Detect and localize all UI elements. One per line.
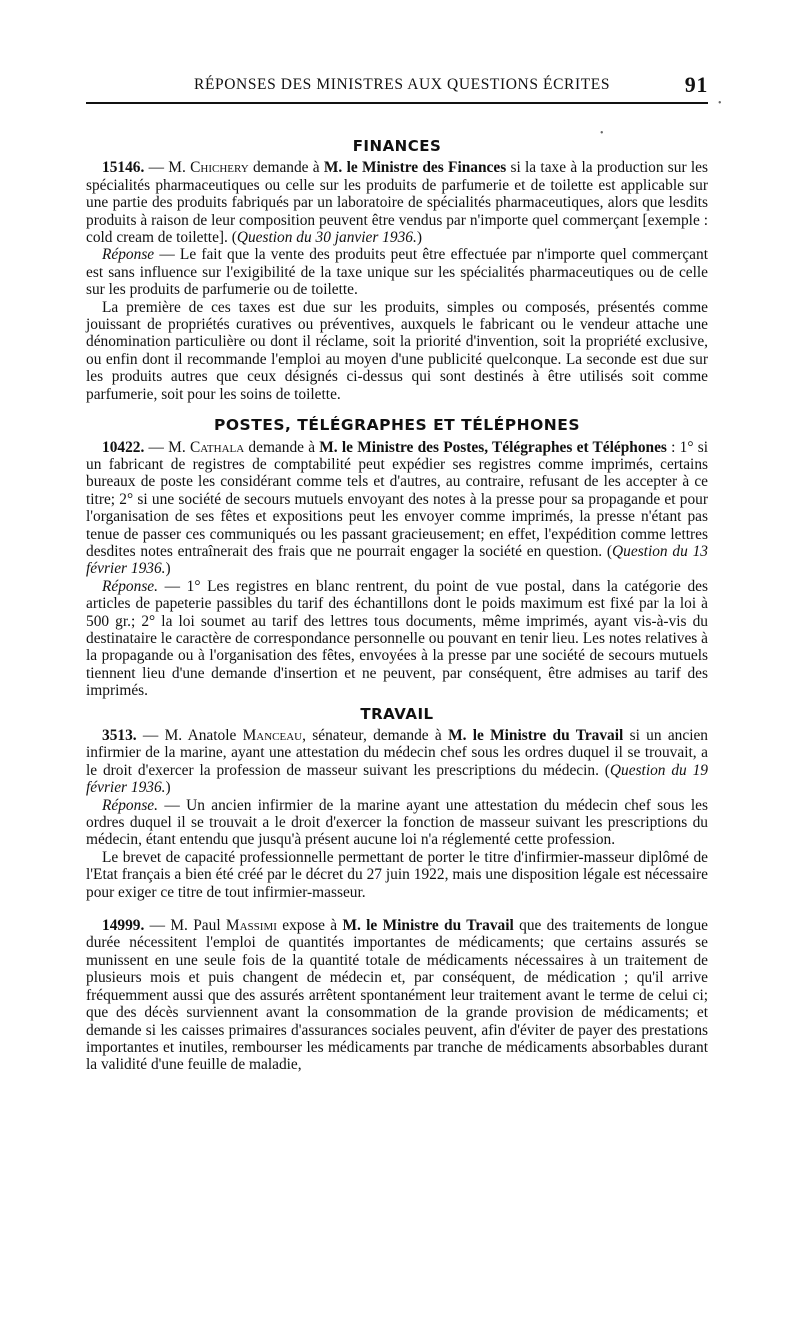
question-close: ) <box>165 779 171 797</box>
running-header <box>86 72 708 98</box>
answer-label: Réponse. <box>102 796 158 814</box>
question-intro: — M. <box>144 438 190 456</box>
question-3513 <box>86 727 708 797</box>
question-number: 3513. <box>102 727 137 744</box>
question-text: que des traitements de longue durée nécessitent l'emploi de quantités importantes de médicaments; que certains assurés se munissent en une seule fois de la quantité totale de médicaments nécessaires à un traitement de plusieurs mois et puis changent de médecin et, par conséquent, de médication ; qu'il arrive fréquemment aussi que des assurés arrêtent spontanément leur traitement avant le terme de celui ci; que des décès surviennent avant la consommation de la grande provision de médicaments; et demande si les caisses primaires d'assurances sociales peuvent, afin d'éviter de payer des prestations importantes et inutiles, rembourser les médicaments par tranche de médicaments absorbables durant la validité d'une feuille de maladie, <box>86 917 708 1074</box>
page-body <box>86 138 708 1074</box>
answer-3513-paragraph-2: Le brevet de capacité professionnelle permettant de porter le titre d'infirmier-masseur diplômé de l'Etat français a bien été créé par le décret du 27 juin 1922, mais une disposition légale est nécessaire pour exiger ce titre de tout infirmier-masseur. <box>86 848 708 901</box>
question-number: 10422. <box>102 438 145 456</box>
question-intro: — M. <box>144 159 191 177</box>
question-close: ) <box>165 560 171 578</box>
minister-name: M. le Ministre du Travail <box>342 917 514 935</box>
question-verb: , sénateur, demande à <box>302 727 449 744</box>
question-verb: demande à <box>244 438 320 456</box>
answer-text: — Un ancien infirmier de la marine ayant une attestation du médecin chef sous les ordres duquel il se trouvait a le droit d'exercer la fonction de masseur suivant les prescriptions du médecin, étant entendu que jusqu'à présent aucune loi n'a réglementé cette profession. <box>86 796 708 849</box>
header-rule <box>86 102 708 104</box>
deputy-name: Cathala <box>189 438 245 456</box>
deputy-name: Massimi <box>225 917 277 935</box>
question-intro: — M. Paul <box>144 917 226 935</box>
deputy-name: Chichery <box>190 159 249 177</box>
question-close: ) <box>416 229 422 247</box>
margin-speck: • <box>718 98 722 109</box>
question-verb: expose à <box>276 917 343 935</box>
question-number: 15146. <box>102 159 145 177</box>
answer-label: Réponse. <box>102 577 158 595</box>
page-number: 91 <box>684 72 708 97</box>
answer-15146 <box>86 246 708 298</box>
answer-3513 <box>86 797 708 849</box>
paragraph-gap <box>86 901 708 917</box>
section-heading-postes: POSTES, TÉLÉGRAPHES ET TÉLÉPHONES <box>214 416 580 435</box>
minister-name: M. le Ministre des Finances <box>323 159 507 177</box>
question-date: Question du 13 février 1936. <box>86 542 708 578</box>
answer-text: — 1° Les registres en blanc rentrent, du point de vue postal, dans la catégorie des articles de papeterie passibles du tarif des échantillons dont le poids maximum est fixé par la loi à 500 gr.; 2° la loi soumet au tarif des lettres tous documents, même imprimés, ayant vis-à-vis du destinataire le caractère de correspondance personnelle ou pouvant en tenir lieu. Les notes relatives à la propagande ou à l'organisation des fêtes, envoyées à la presse par une société de secours mutuels tiennent lieu d'une demande d'insertion et ne peuvent, par conséquent, être admises au tarif des imprimés. <box>86 577 708 700</box>
question-intro: — M. Anatole <box>136 727 243 744</box>
question-date: Question du 19 février 1936. <box>86 761 708 797</box>
running-title: RÉPONSES DES MINISTRES AUX QUESTIONS ÉCRITES <box>194 76 611 93</box>
section-heading-travail: TRAVAIL <box>360 704 434 723</box>
question-number: 14999. <box>102 917 145 935</box>
question-15146 <box>86 159 708 246</box>
question-10422 <box>86 439 708 578</box>
question-text: si un ancien infirmier de la marine, ayant une attestation du médecin chef sous les ordres duquel il se trouvait, a le droit d'exercer la profession de masseur suivant les prescriptions du médecin. ( <box>86 727 708 779</box>
margin-speck-2: • <box>600 128 604 139</box>
question-text: si la taxe à la production sur les spécialités pharmaceutiques ou celle sur les produits de parfumerie et de toilette est applicable sur une partie des produits fabriqués par un laboratoire de spécialités pharmaceutiques, alors que lesdits produits à raison de leur composition peuvent être vendus par n'importe quel commerçant [exemple : cold cream de toilette]. ( <box>86 159 708 247</box>
section-heading-finances: FINANCES <box>352 137 442 155</box>
question-text: : 1° si un fabricant de registres de comptabilité peut expédier ses registres comme imprimés, certains bureaux de poste les considérant comme tels et d'autres, au contraire, refusant de les accepter à ce titre; 2° si une société de secours mutuels envoyant des notes à la presse pour sa propagande et pour l'organisation de ses fêtes et expositions peut les envoyer comme imprimés, la presse n'étant pas tenue de passer ces communiqués ou les passant gracieusement; en effet, l'expédition comme lettres desdites notes entraînerait des frais que ne pourrait engager la société en question. ( <box>86 438 708 560</box>
minister-name: M. le Ministre des Postes, Télégraphes et Téléphones <box>319 438 667 456</box>
minister-name: M. le Ministre du Travail <box>448 727 624 744</box>
question-verb: demande à <box>248 159 324 177</box>
question-date: Question du 30 janvier 1936. <box>236 229 417 247</box>
answer-text: — Le fait que la vente des produits peut être effectuée par n'importe quel commerçant est sans influence sur l'exigibilité de la taxe unique sur les spécialités pharmaceutiques ou de celle sur les produits de parfumerie ou de toilette. <box>86 246 708 299</box>
question-14999 <box>86 917 708 1074</box>
answer-label: Réponse <box>102 246 155 264</box>
answer-10422 <box>86 578 708 700</box>
answer-15146-paragraph-2: La première de ces taxes est due sur les produits, simples ou composés, présentés comme jouissant de propriétés curatives ou préventives, auxquels le fabricant ou le vendeur attache une dénomination particulière ou dont il réclame, soit la priorité d'invention, soit la propriété exclusive, ou enfin dont il recommande l'emploi au moyen d'une publicité quelconque. La seconde est due sur les produits autres que ceux désignés ci-dessus qui sont destinés à être utilisés soit comme parfumerie, soit pour les soins de toilette. <box>86 298 708 403</box>
senator-name: Manceau <box>242 727 303 744</box>
